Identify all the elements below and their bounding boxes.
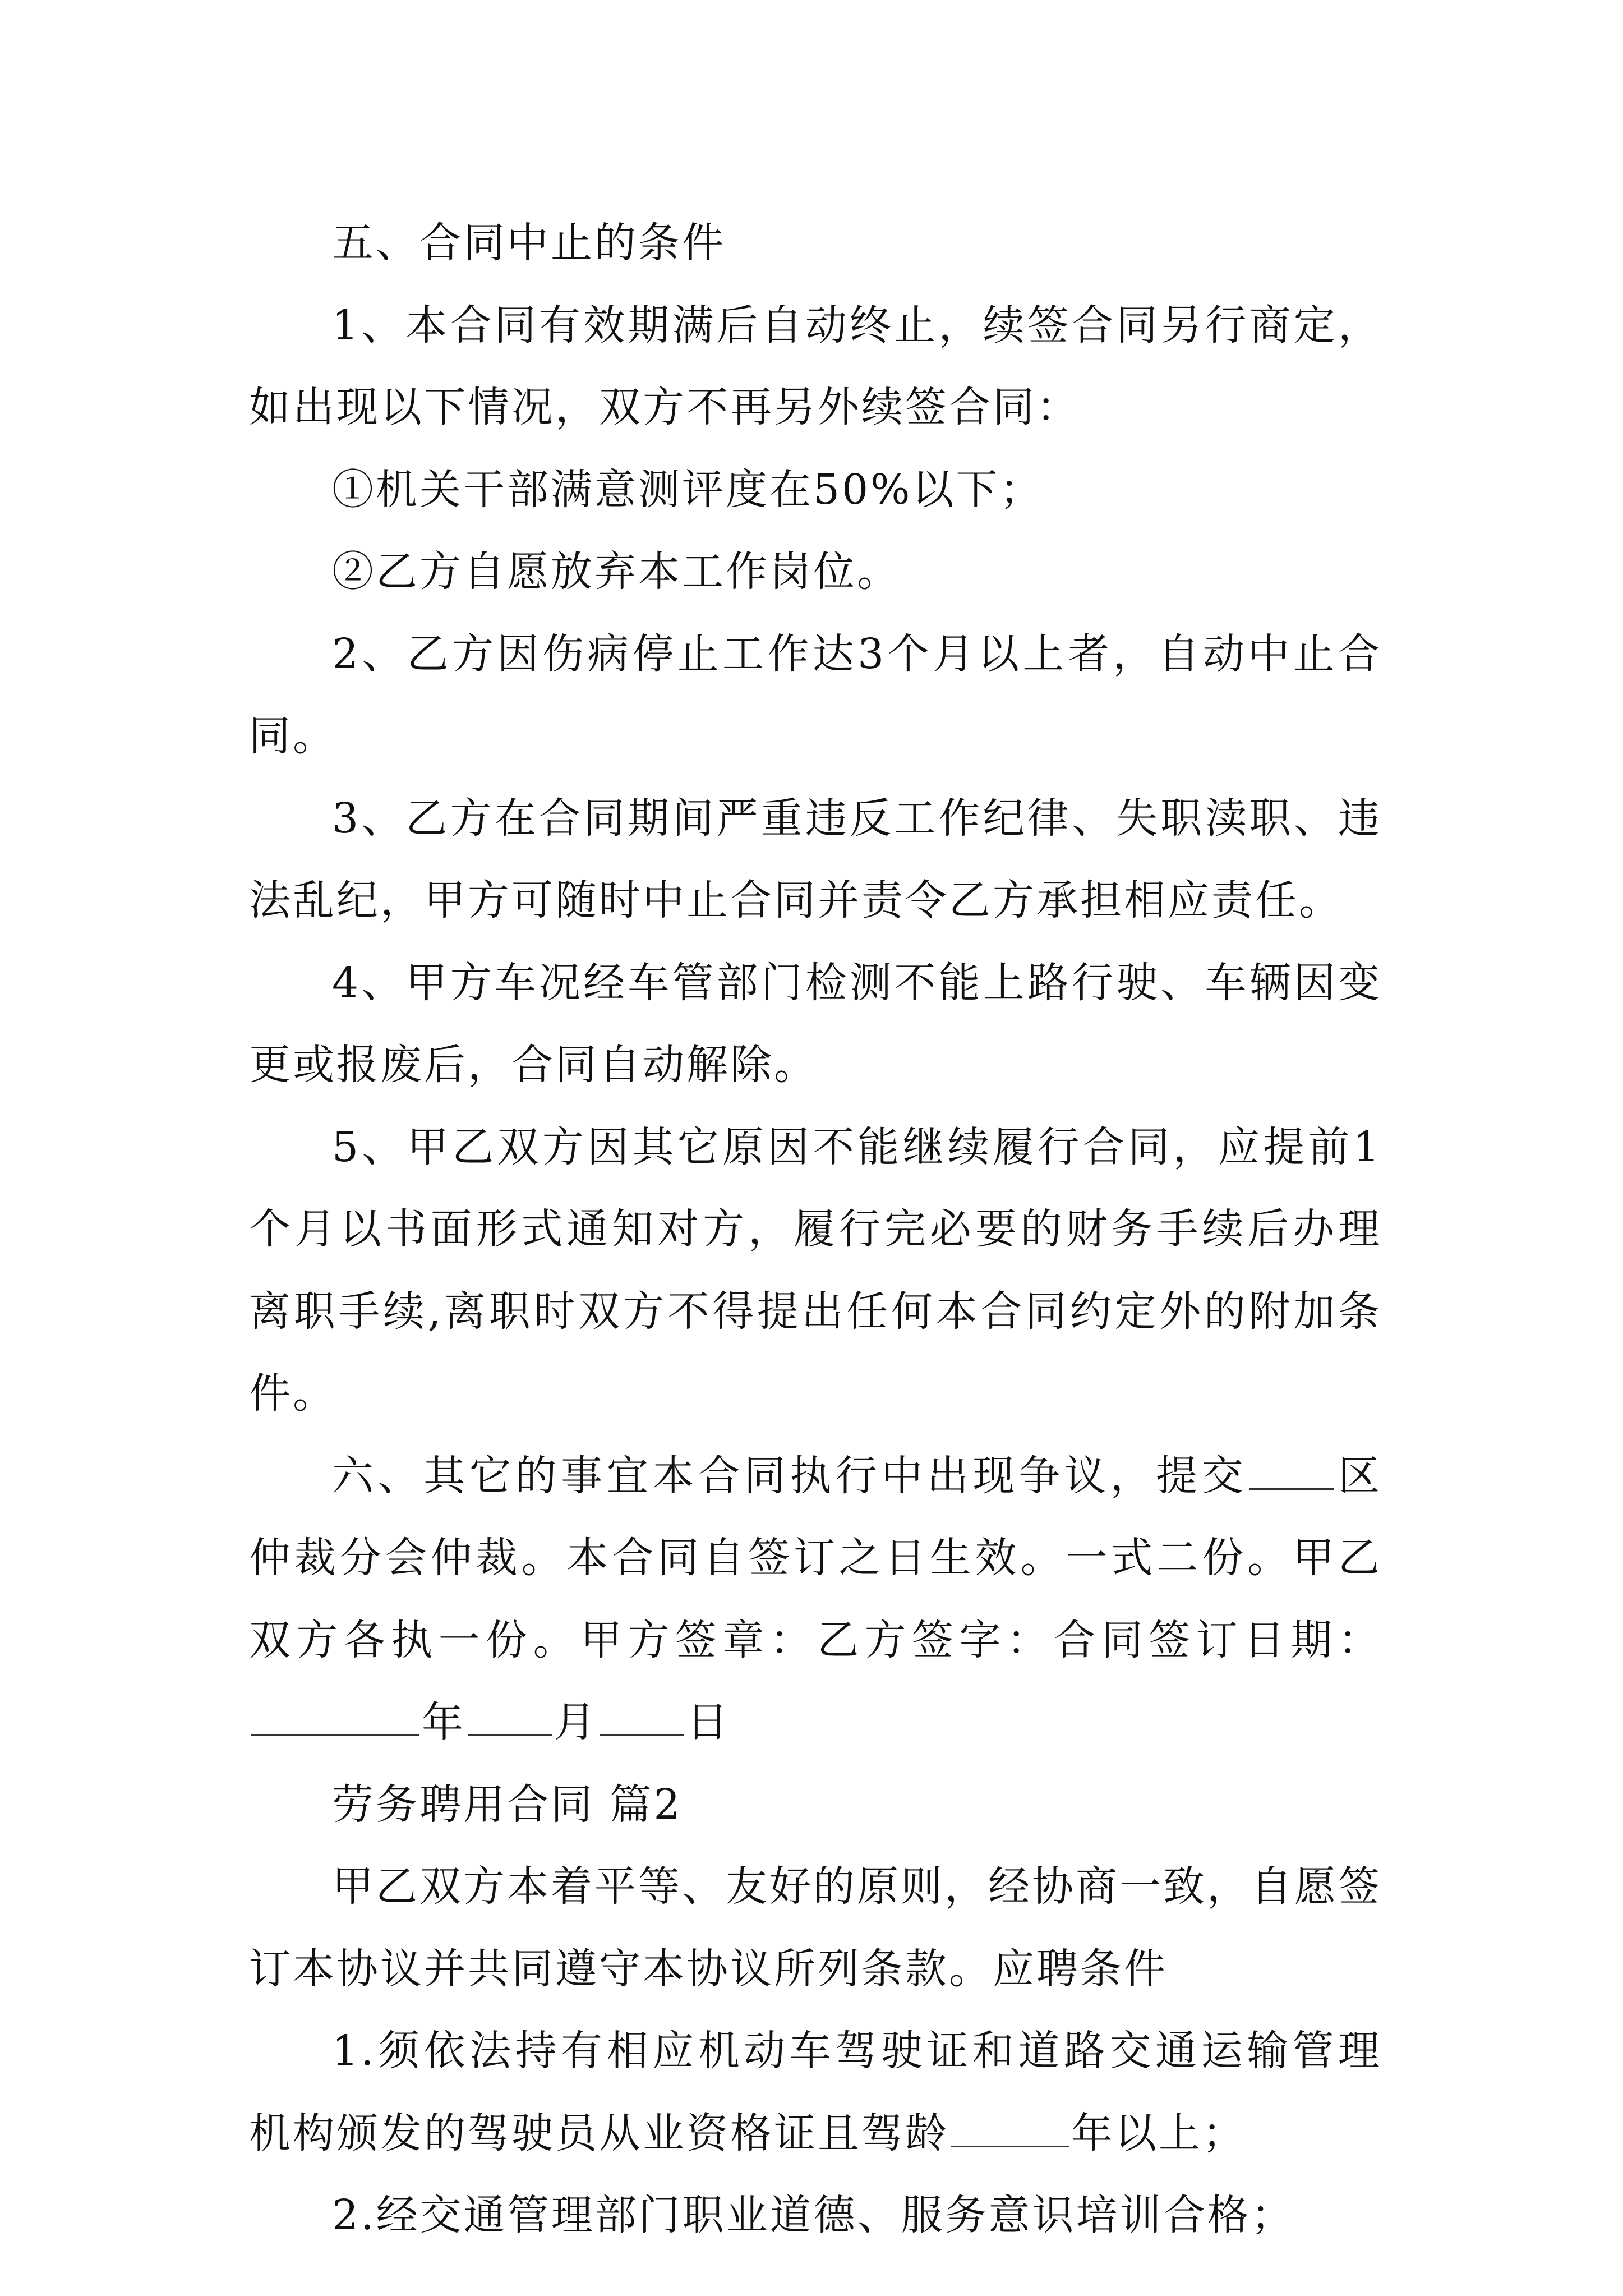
list-item: ①机关干部满意测评度在50%以下； xyxy=(332,465,1044,514)
text-segment: 1.须依法持有相应机动车驾驶证和道路交通运输管理机构颁发的驾驶员从业资格证且驾龄 xyxy=(249,2027,1382,2157)
condition-item: 2.经交通管理部门职业道德、服务意识培训合格； xyxy=(332,2191,1295,2239)
clause-paragraph: 4、甲方车况经车管部门检测不能上路行驶、车辆因变更或报废后，合同自动解除。 xyxy=(249,958,1382,1089)
section-heading: 五、合同中止的条件 xyxy=(332,219,726,267)
fill-blank xyxy=(600,1693,684,1736)
fill-blank xyxy=(251,1693,419,1736)
text-segment: 年 xyxy=(422,1698,465,1746)
text-segment: 年以上； xyxy=(1071,2109,1246,2157)
clause-paragraph: 2、乙方因伤病停止工作达3个月以上者，自动中止合同。 xyxy=(249,629,1382,760)
list-item: ②乙方自愿放弃本工作岗位。 xyxy=(332,547,901,596)
clause-paragraph: 1、本合同有效期满后自动终止，续签合同另行商定，如出现以下情况，双方不再另外续签合同： xyxy=(249,301,1382,431)
intro-paragraph: 甲乙双方本着平等、友好的原则，经协商一致，自愿签订本协议并共同遵守本协议所列条款。应聘条件 xyxy=(249,1862,1382,1993)
section-paragraph-six xyxy=(249,1435,1382,1764)
contract-title: 劳务聘用合同 篇2 xyxy=(332,1780,683,1829)
fill-blank xyxy=(468,1693,552,1736)
clause-paragraph: 3、乙方在合同期间严重违反工作纪律、失职渎职、违法乱纪，甲方可随时中止合同并责令乙方承担相应责任。 xyxy=(249,794,1382,924)
text-segment: 月 xyxy=(554,1698,598,1746)
text-segment: 区仲裁分会仲裁。本合同自签订之日生效。一式二份。甲乙双方各执一份。甲方签章：乙方签字：合同签订日期： xyxy=(249,1451,1382,1664)
text-segment: 六、其它的事宜本合同执行中出现争议，提交 xyxy=(332,1451,1248,1500)
fill-blank xyxy=(951,2104,1069,2147)
text-segment: 日 xyxy=(686,1698,730,1746)
document-body xyxy=(249,202,1382,2257)
clause-paragraph: 5、甲乙双方因其它原因不能继续履行合同，应提前1个月以书面形式通知对方，履行完必要的财务手续后办理离职手续,离职时双方不得提出任何本合同约定外的附加条件。 xyxy=(249,1122,1382,1418)
condition-item xyxy=(249,2010,1382,2174)
fill-blank xyxy=(1249,1447,1334,1490)
